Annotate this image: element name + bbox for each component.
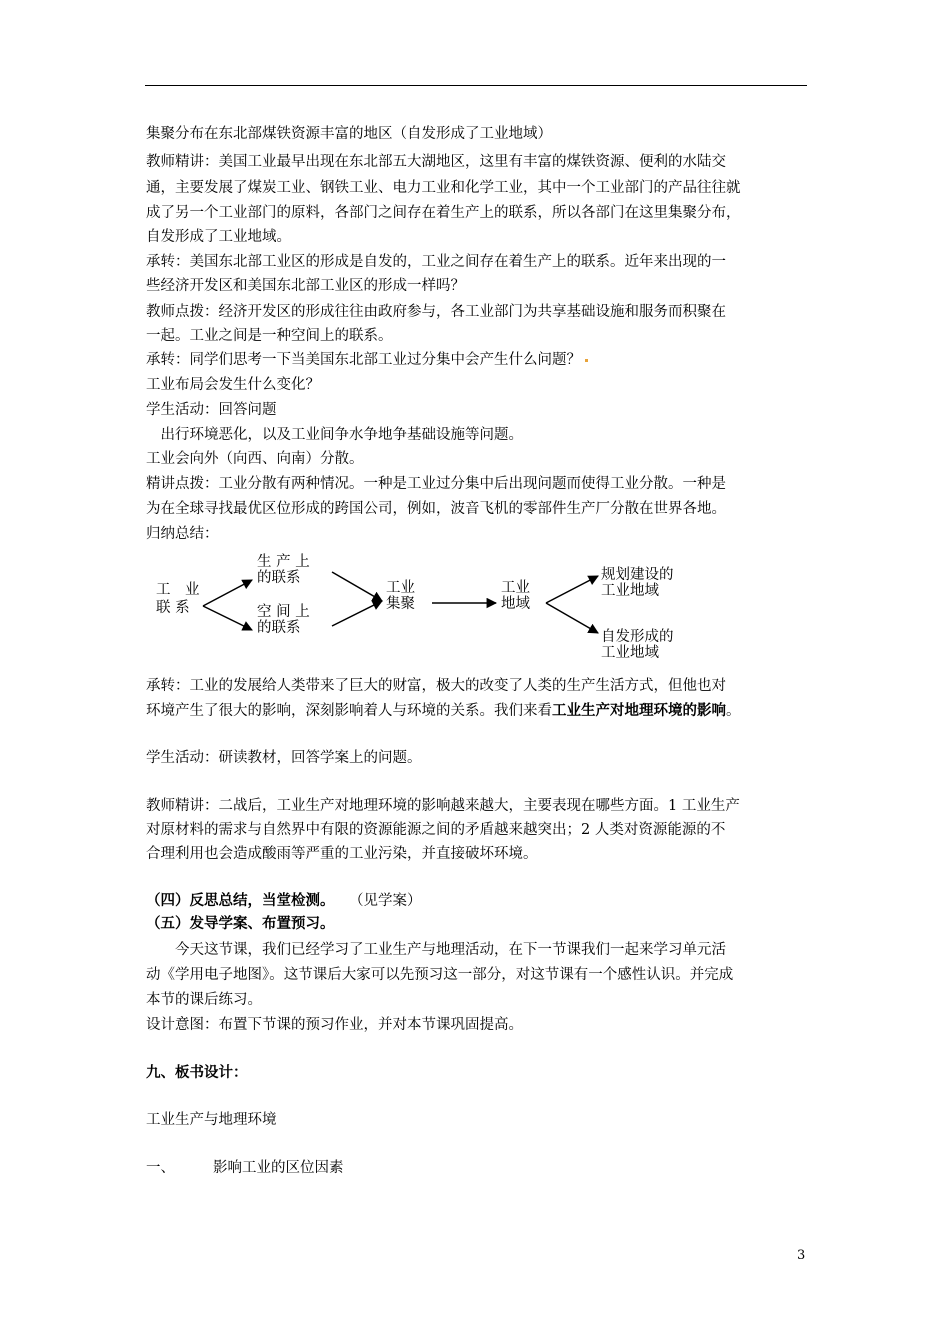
text-line: 些经济开发区和美国东北部工业区的形成一样吗？	[146, 278, 465, 294]
text-line: 动《学用电子地图》。这节课后大家可以先预习这一部分，对这节课有一个感性认识。并完成	[146, 967, 734, 983]
section-heading: （四）反思总结，当堂检测。 （见学案）	[146, 892, 422, 909]
node-label: 联 系	[156, 600, 190, 616]
section-heading: （五）发导学案、布置预习。	[146, 915, 335, 932]
text-line: 工业会向外（向西、向南）分散。	[146, 451, 364, 467]
node-label: 集聚	[386, 596, 415, 612]
node-label: 工业地域	[601, 583, 659, 599]
text-line: 归纳总结：	[146, 526, 219, 542]
text-line: 精讲点拨：工业分散有两种情况。一种是工业过分集中后出现问题而使得工业分散。一种是	[146, 476, 726, 492]
text-line: 合理利用也会造成酸雨等严重的工业污染，并直接破坏环境。	[146, 846, 538, 862]
arrow	[332, 572, 382, 601]
node-label: 生 产 上	[257, 554, 310, 570]
text-line: 承转：同学们思考一下当美国东北部工业过分集中会产生什么问题？	[146, 350, 588, 370]
node-label: 的联系	[257, 620, 301, 636]
text-line: 教师精讲：二战后，工业生产对地理环境的影响越来越大，主要表现在哪些方面。1 工业生产	[146, 798, 740, 814]
text-line: 对原材料的需求与自然界中有限的资源能源之间的矛盾越来越突出；2 人类对资源能源的不	[146, 822, 726, 838]
node-label: 工业	[386, 580, 415, 596]
emphasis-text: 工业生产对地理环境的影响	[552, 702, 726, 719]
header-rule	[145, 85, 807, 86]
text-line: 为在全球寻找最优区位形成的跨国公司，例如，波音飞机的零部件生产厂分散在世界各地。	[146, 501, 726, 517]
node-label: 工业	[501, 580, 530, 596]
text-line: 一起。工业之间是一种空间上的联系。	[146, 328, 393, 344]
arrow	[546, 576, 598, 603]
arrow	[203, 606, 252, 630]
section-heading: 九、板书设计：	[146, 1064, 248, 1081]
text-line: 教师点拨：经济开发区的形成往往由政府参与，各工业部门为共享基础设施和服务而积聚在	[146, 304, 726, 320]
text-line: 学生活动：回答问题	[146, 402, 277, 418]
node-label: 规划建设的	[601, 567, 674, 583]
text-line: 自发形成了工业地域。	[146, 229, 291, 245]
stray-mark	[585, 359, 588, 362]
text-line: 设计意图：布置下节课的预习作业，并对本节课巩固提高。	[146, 1017, 523, 1033]
node-label: 地域	[501, 596, 530, 612]
text-line: 出行环境恶化，以及工业间争水争地争基础设施等问题。	[146, 427, 523, 443]
text-line: 承转：美国东北部工业区的形成是自发的，工业之间存在着生产上的联系。近年来出现的一	[146, 254, 726, 270]
text-line: 承转：工业的发展给人类带来了巨大的财富，极大的改变了人类的生产生活方式，但他也对	[146, 678, 726, 694]
text-line: 今天这节课，我们已经学习了工业生产与地理活动，在下一节课我们一起来学习单元活	[146, 942, 726, 958]
text-line: 本节的课后练习。	[146, 992, 262, 1008]
page-number: 3	[797, 1248, 806, 1263]
text-line: 一、 影响工业的区位因素	[146, 1160, 344, 1176]
summary-diagram	[140, 548, 720, 668]
arrow	[332, 601, 382, 626]
text-line: 通，主要发展了煤炭工业、钢铁工业、电力工业和化学工业，其中一个工业部门的产品往往就	[146, 180, 741, 196]
text-line: 集聚分布在东北部煤铁资源丰富的地区（自发形成了工业地域）	[146, 126, 552, 142]
text-line: 工业布局会发生什么变化？	[146, 377, 320, 393]
text-line: 学生活动：研读教材，回答学案上的问题。	[146, 750, 422, 766]
arrow	[203, 580, 252, 606]
node-label: 工 业	[156, 582, 200, 598]
board-title: 工业生产与地理环境	[146, 1112, 277, 1128]
arrow	[546, 603, 598, 633]
node-label: 工业地域	[601, 645, 659, 661]
node-label: 的联系	[257, 570, 301, 586]
text-line: 成了另一个工业部门的原料，各部门之间存在着生产上的联系，所以各部门在这里集聚分布，	[146, 205, 741, 221]
node-label: 自发形成的	[601, 629, 674, 645]
text-line: 教师精讲：美国工业最早出现在东北部五大湖地区，这里有丰富的煤铁资源、便利的水陆交	[146, 154, 726, 170]
text-line: 环境产生了很大的影响，深刻影响着人与环境的关系。我们来看工业生产对地理环境的影响。	[146, 702, 741, 719]
node-label: 空 间 上	[257, 604, 310, 620]
